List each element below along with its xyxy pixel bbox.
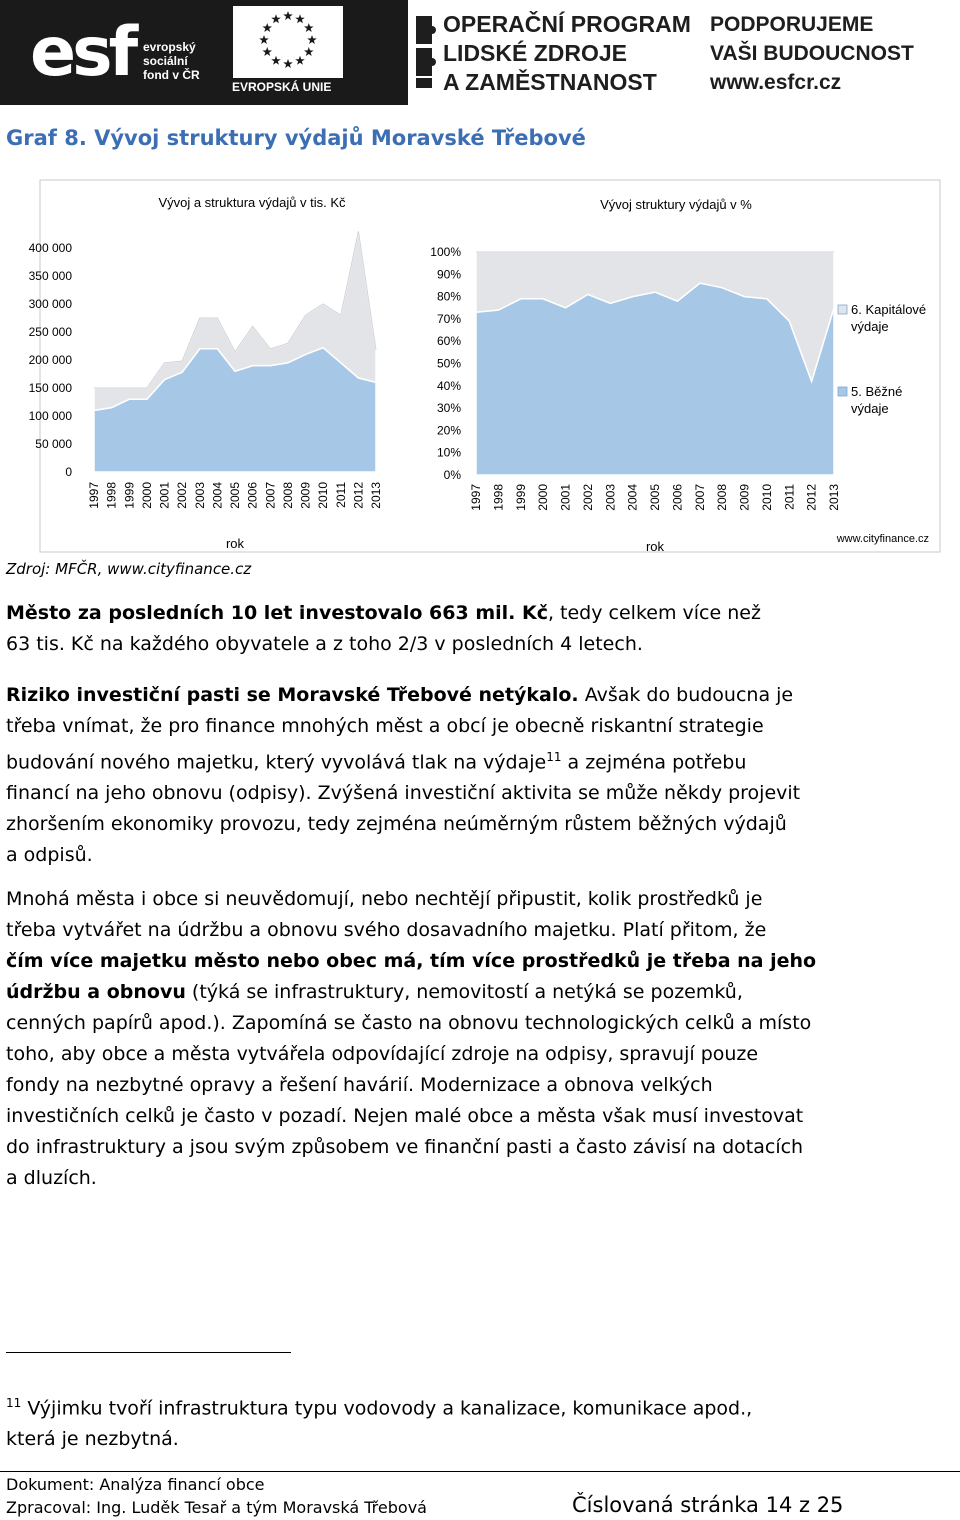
y-tick-label: 100 000 (28, 409, 72, 423)
charts-figure (0, 172, 960, 572)
footnote: $^{11}$ Výjimku tvoří infrastruktura typu vodovody a kanalizace, komunikace apod., která je nezbytná. (6, 1396, 753, 1451)
op-logo-block (408, 0, 960, 105)
x-axis-label: rok (225, 536, 245, 551)
x-tick-label: 2008 (715, 484, 730, 511)
esf-logo: esf (30, 13, 135, 92)
y-tick-label: 90% (436, 267, 461, 282)
esf-link[interactable]: www.esfcr.cz (710, 71, 842, 94)
x-tick-label: 2008 (280, 482, 295, 509)
figure-heading: Graf 8. Vývoj struktury výdajů Moravské Třebové (6, 126, 586, 150)
x-tick-label: 1997 (87, 482, 101, 509)
y-tick-label: 80% (436, 289, 461, 304)
footer-document: Dokument: Analýza financí obce (6, 1475, 265, 1494)
paragraph-investment: Město za posledních 10 let investovalo 663 mil. Kč, tedy celkem více než 63 tis. Kč na každého obyvatele a z toho 2/3 v posledních 4 letech. (6, 602, 761, 655)
x-tick-label: 2003 (603, 484, 618, 511)
x-tick-label: 2009 (298, 482, 313, 509)
paragraph-risk: Riziko investiční pasti se Moravské Třebové netýkalo. Avšak do budoucna je třeba vnímat, že pro finance mnohých měst a obcí je obecně riskantní strategie budování nového majetku, který vyvolává tlak na výdaje$^{11}$ a zejména potřebu financí na jeho obnovu (odpisy). Zvýšená investiční aktivita se může někdy projevit zhoršením ekonomiky provozu, tedy zejména neúměrným růstem běžných výdajů a odpisů. (6, 684, 801, 867)
x-tick-label: 2005 (228, 482, 242, 509)
header-banner (0, 0, 960, 105)
x-tick-label: 2012 (351, 482, 366, 509)
x-tick-label: 2010 (316, 482, 331, 509)
x-tick-label: 2006 (245, 482, 260, 509)
op-program-title: OPERAČNÍ PROGRAM LIDSKÉ ZDROJE A ZAMĚSTNANOST (443, 11, 691, 95)
x-tick-label: 2010 (759, 484, 774, 511)
watermark-link: www.cityfinance.cz (836, 533, 929, 545)
y-tick-label: 100% (430, 245, 461, 259)
x-tick-label: 2003 (192, 482, 207, 509)
y-tick-label: 250 000 (28, 325, 72, 339)
x-tick-label: 2004 (625, 484, 640, 511)
esf-logo-block (0, 0, 408, 105)
y-tick-label: 50 000 (35, 437, 72, 451)
x-tick-label: 1998 (104, 482, 119, 509)
x-tick-label: 1998 (491, 484, 506, 511)
footnote-divider (6, 1352, 291, 1353)
legend-label: 6. Kapitálové výdaje (851, 302, 927, 334)
puzzle-icon (414, 14, 438, 90)
x-tick-label: 2005 (648, 484, 662, 511)
x-tick-label: 2000 (536, 484, 551, 511)
legend-swatch (838, 305, 847, 314)
esf-logo-text: evropský sociální fond v ČR (143, 40, 200, 82)
x-tick-label: 2007 (692, 484, 707, 511)
x-tick-label: 2011 (333, 482, 348, 508)
y-tick-label: 200 000 (28, 353, 72, 367)
x-tick-label: 2001 (157, 482, 172, 509)
x-tick-label: 1999 (122, 482, 137, 509)
chart-title: Vývoj a struktura výdajů v tis. Kč (158, 195, 346, 210)
x-axis-label: rok (645, 539, 665, 554)
eu-flag-icon (233, 6, 343, 78)
eu-label: EVROPSKÁ UNIE (232, 80, 332, 94)
y-tick-label: 50% (436, 356, 461, 371)
y-tick-label: 20% (436, 423, 461, 438)
x-tick-label: 2013 (827, 484, 841, 511)
x-tick-label: 2007 (263, 482, 278, 509)
x-tick-label: 2004 (210, 482, 225, 509)
x-tick-label: 2009 (737, 484, 752, 511)
y-tick-label: 70% (436, 311, 461, 326)
x-tick-label: 2002 (175, 482, 190, 509)
x-tick-label: 2011 (782, 484, 797, 510)
y-tick-label: 150 000 (28, 381, 72, 395)
x-tick-label: 1999 (513, 484, 528, 511)
source-line: Zdroj: MFČR, www.cityfinance.cz (6, 560, 252, 578)
y-tick-label: 300 000 (28, 297, 72, 311)
y-tick-label: 10% (436, 445, 461, 460)
x-tick-label: 2012 (804, 484, 819, 511)
y-tick-label: 30% (436, 401, 461, 416)
footer-divider (0, 1471, 960, 1472)
y-tick-label: 40% (436, 378, 461, 393)
chart-title: Vývoj struktury výdajů v % (600, 197, 752, 212)
y-tick-label: 350 000 (28, 269, 72, 283)
y-tick-label: 0% (443, 468, 461, 482)
page-number: Číslovaná stránka 14 z 25 (572, 1493, 844, 1517)
op-slogan: PODPORUJEME VAŠI BUDOUCNOST www.esfcr.cz (710, 10, 914, 97)
legend-swatch (838, 387, 847, 396)
x-tick-label: 2013 (369, 482, 383, 509)
x-tick-label: 1997 (469, 484, 483, 511)
x-tick-label: 2001 (558, 484, 573, 511)
x-tick-label: 2006 (670, 484, 685, 511)
footnote-ref[interactable]: 11 (546, 750, 562, 764)
footer-author: Zpracoval: Ing. Luděk Tesař a tým Moravská Třebová (6, 1498, 427, 1517)
y-tick-label: 400 000 (28, 241, 72, 255)
y-tick-label: 0 (65, 465, 72, 479)
y-tick-label: 60% (436, 334, 461, 349)
legend-label: 5. Běžné výdaje (851, 384, 903, 416)
x-tick-label: 2002 (580, 484, 595, 511)
paragraph-maintenance: Mnohá města i obce si neuvědomují, nebo nechtějí připustit, kolik prostředků je třeba vytvářet na údržbu a obnovu svého dosavadního majetku. Platí přitom, že čím více majetku město nebo obec má, tím více prostředků je třeba na jeho údržbu a obnovu (týká se infrastruktury, nemovitostí a netýká se pozemků, cenných papírů apod.). Zapomíná se často na obnovu technologických celků a místo toho, aby obce a města vytvářela odpovídající zdroje na odpisy, spravují pouze fondy na nezbytné opravy a řešení havárií. Modernizace a obnova velkých investičních celků je často v pozadí. Nejen malé obce a města však musí investovat do infrastruktury a jsou svým způsobem ve finanční pasti a často závisí na dotacích a dluzích. (6, 888, 817, 1189)
x-tick-label: 2000 (139, 482, 154, 509)
